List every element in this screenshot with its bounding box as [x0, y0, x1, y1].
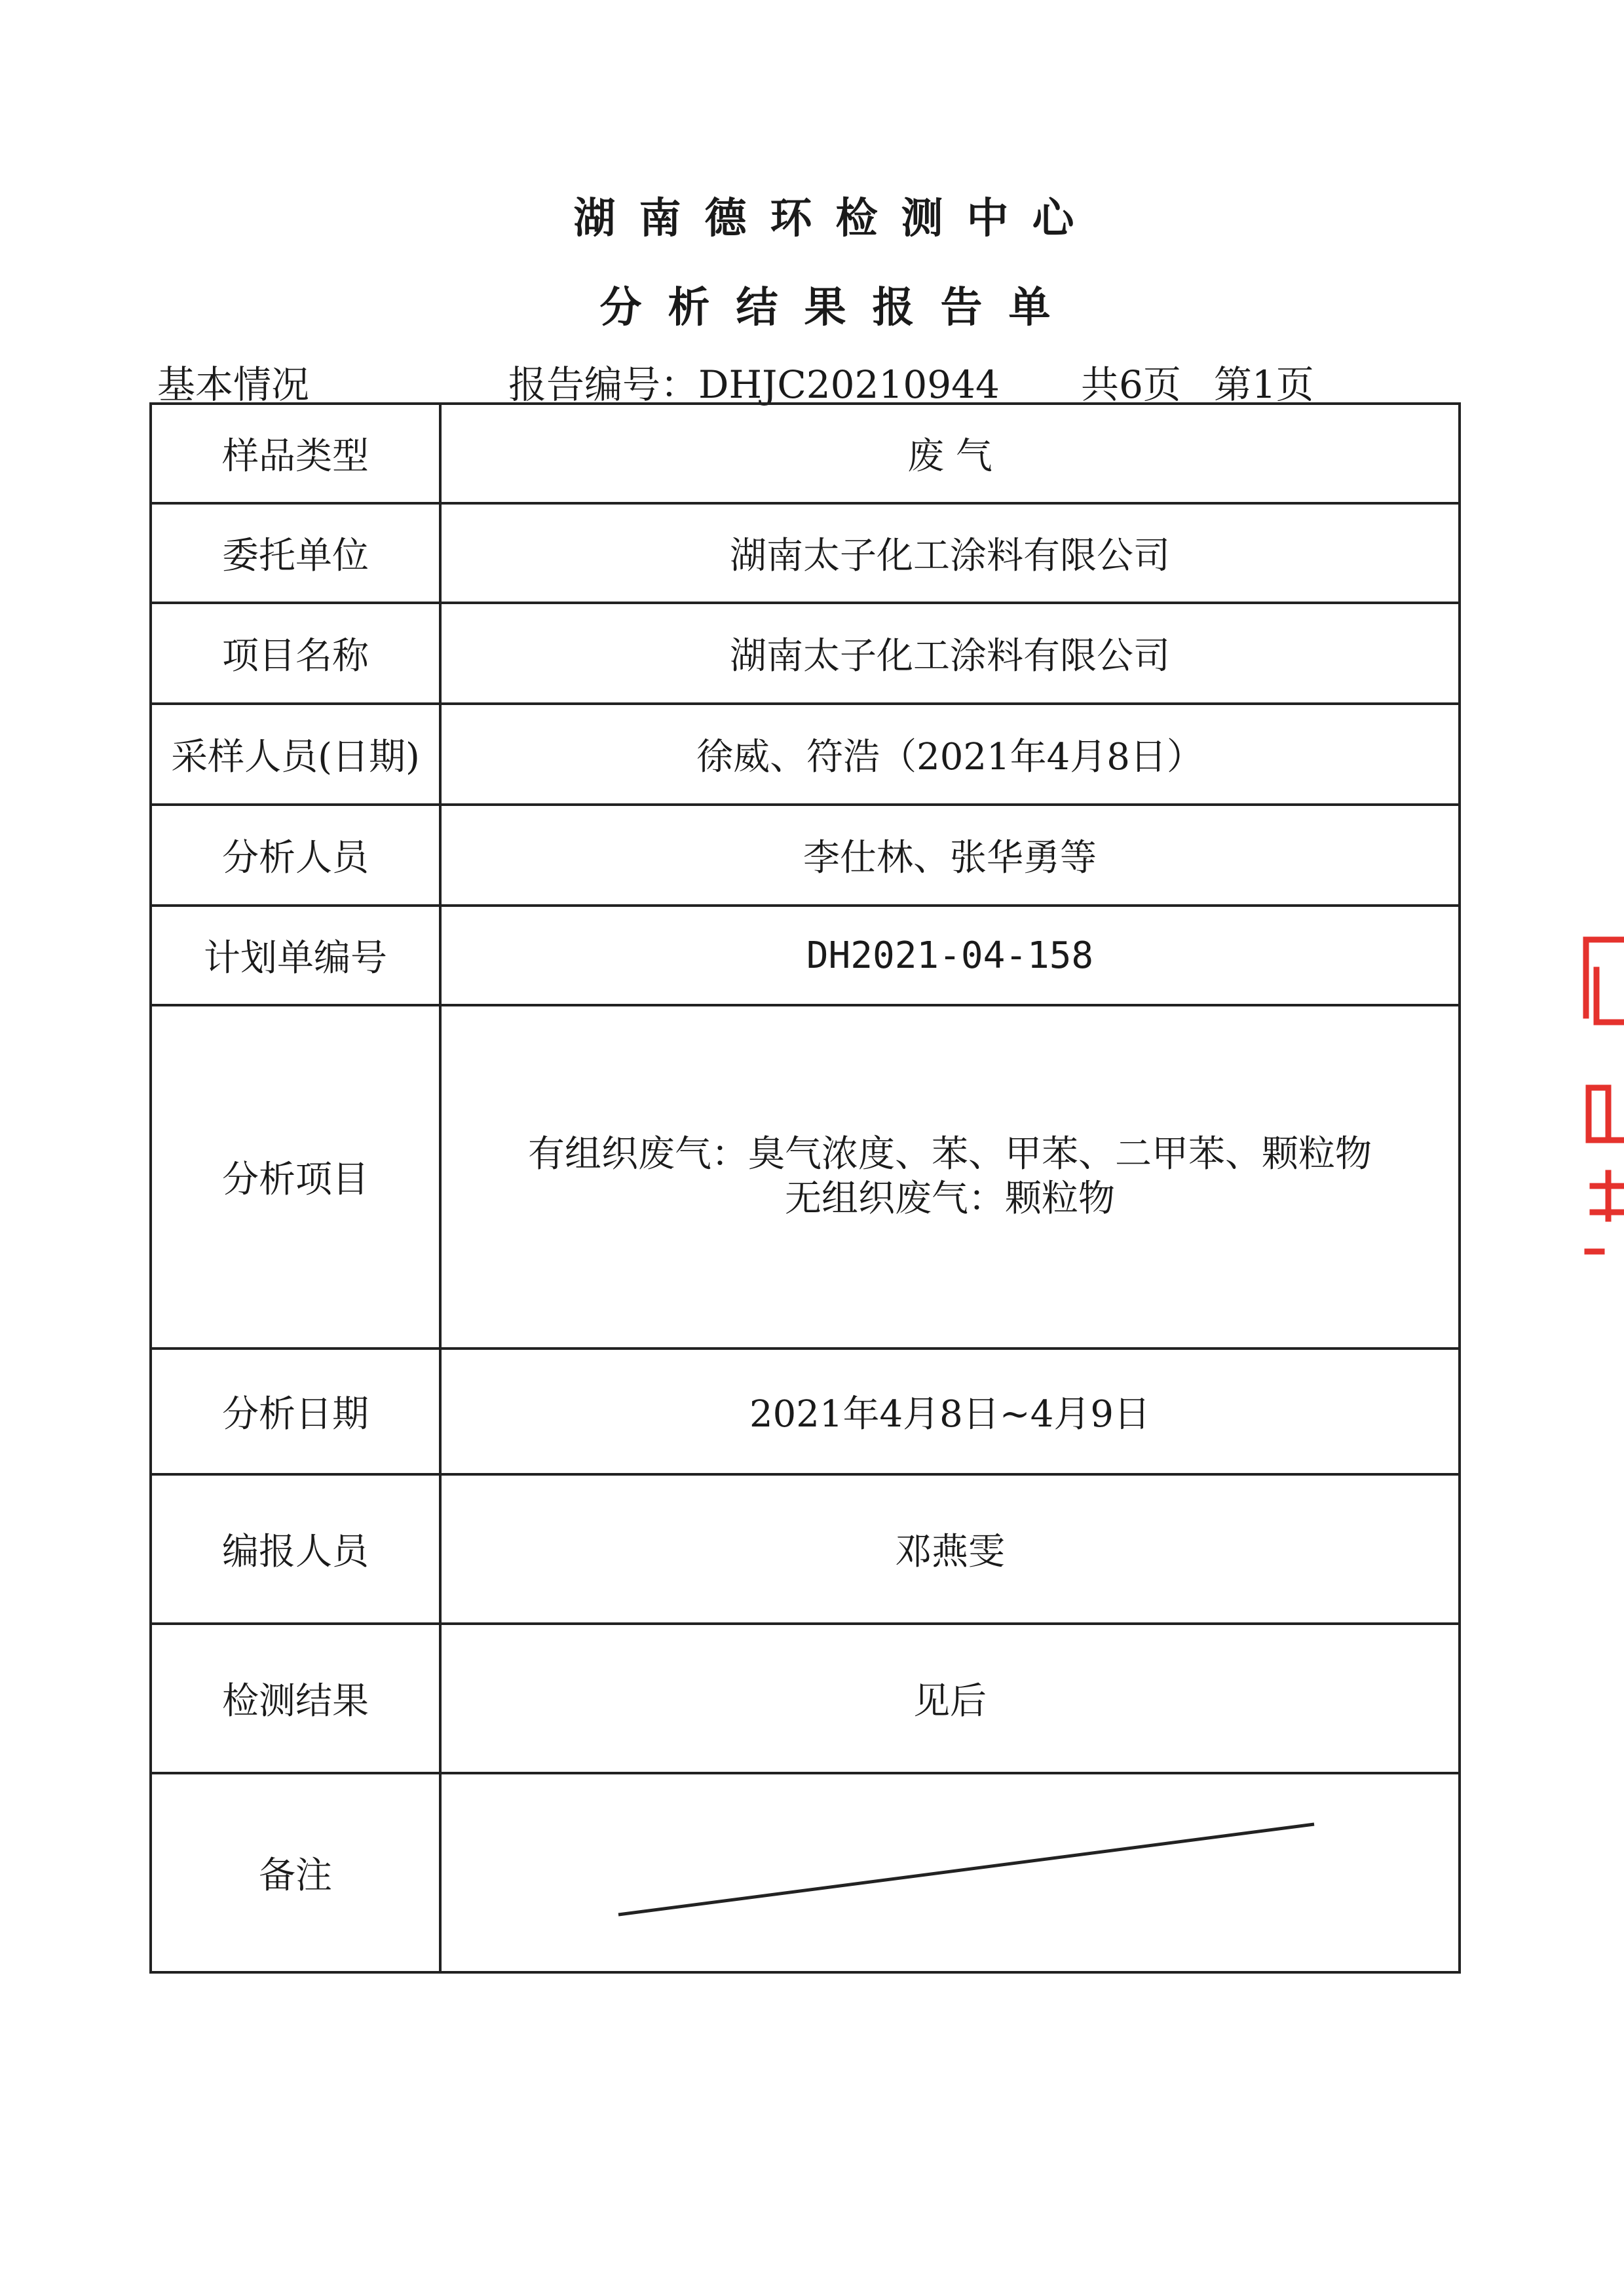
row-label: 分析人员 — [151, 805, 440, 906]
row-label: 项目名称 — [151, 603, 440, 704]
table-row — [151, 1773, 1460, 1972]
table-row — [151, 503, 1460, 603]
table-row — [151, 404, 1460, 503]
report-number-label: 报告编号： — [508, 362, 699, 407]
analysis-items-line: 有组织废气：臭气浓度、苯、甲苯、二甲苯、颗粒物 — [528, 1133, 1372, 1176]
row-label: 计划单编号 — [151, 906, 440, 1005]
report-number-value: DHJC20210944 — [698, 362, 1000, 407]
analysis-items — [440, 1005, 1460, 1349]
page-info — [1081, 354, 1314, 409]
row-value: 邓燕雯 — [440, 1474, 1460, 1624]
page-number: 第1页 — [1213, 362, 1314, 407]
analysis-items-line: 无组织废气：颗粒物 — [785, 1177, 1115, 1220]
info-table — [149, 402, 1461, 1974]
total-pages: 共6页 — [1081, 362, 1181, 407]
table-row — [151, 704, 1460, 805]
row-value: 湖南太子化工涂料有限公司 — [440, 603, 1460, 704]
strikethrough-line — [442, 1774, 1463, 1971]
table-row — [151, 1005, 1460, 1349]
report-number — [508, 354, 1000, 409]
row-label: 采样人员(日期) — [151, 704, 440, 805]
row-value: 湖南太子化工涂料有限公司 — [440, 503, 1460, 603]
row-value: 废 气 — [440, 404, 1460, 503]
row-value: 2021年4月8日~4月9日 — [440, 1349, 1460, 1474]
row-label: 样品类型 — [151, 404, 440, 503]
table-row — [151, 1624, 1460, 1773]
row-value: 徐威、符浩（2021年4月8日） — [440, 704, 1460, 805]
table-row — [151, 1349, 1460, 1474]
row-label: 分析日期 — [151, 1349, 440, 1474]
row-value: 李仕林、张华勇等 — [440, 805, 1460, 906]
row-label: 检测结果 — [151, 1624, 440, 1773]
row-value: DH2021-04-158 — [440, 906, 1460, 1005]
section-label: 基本情况 — [157, 362, 310, 407]
row-label: 委托单位 — [151, 503, 440, 603]
row-label: 编报人员 — [151, 1474, 440, 1624]
table-row — [151, 1474, 1460, 1624]
row-label: 备注 — [151, 1773, 440, 1972]
table-row — [151, 603, 1460, 704]
table-row — [151, 805, 1460, 906]
report-title: 分析结果报告单 — [599, 284, 1077, 332]
table-row — [151, 906, 1460, 1005]
row-label: 分析项目 — [151, 1005, 440, 1349]
remark-cell — [440, 1773, 1460, 1972]
red-seal-edge — [1582, 924, 1624, 1265]
organization-title: 湖南德环检测中心 — [573, 195, 1098, 243]
row-value: 见后 — [440, 1624, 1460, 1773]
